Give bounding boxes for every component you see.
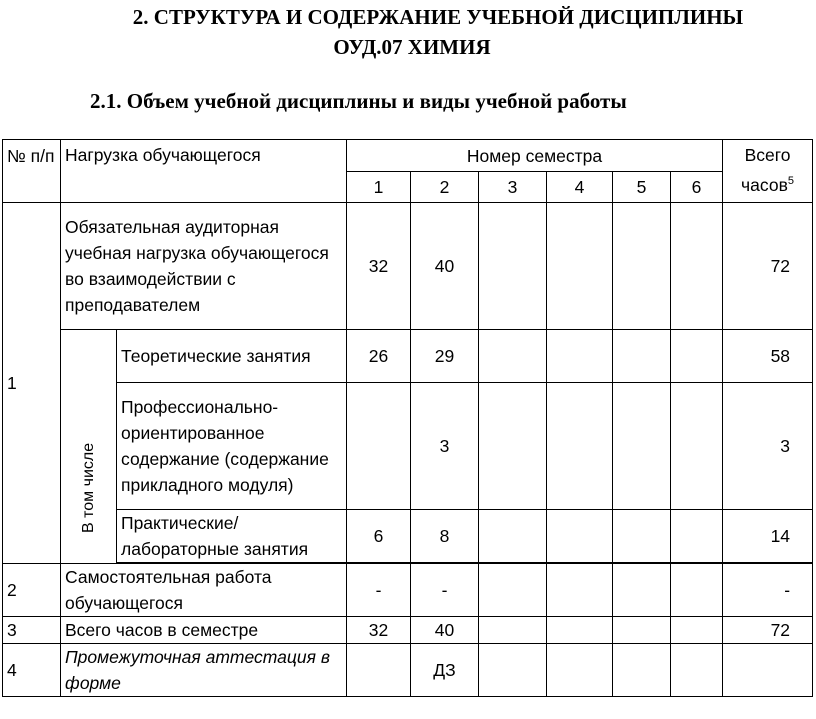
document-heading	[0, 2, 816, 62]
sub3-s3	[479, 510, 547, 563]
sub2-s1	[347, 383, 411, 510]
row1-total: 72	[723, 203, 813, 330]
semester-2: 2	[411, 172, 479, 203]
row3-s1: 32	[347, 617, 411, 644]
header-semester-group: Номер семестра	[347, 140, 723, 172]
semester-3: 3	[479, 172, 547, 203]
row4-total	[723, 644, 813, 697]
including-label: В том числе	[79, 442, 97, 533]
sub2-s6	[671, 383, 723, 510]
row3-s2: 40	[411, 617, 479, 644]
row2-s5	[613, 564, 671, 617]
row2-label: Самостоятельная работа обучающегося	[61, 564, 347, 617]
row4-num: 4	[3, 644, 61, 697]
heading-line-2: ОУД.07 ХИМИЯ	[333, 35, 491, 59]
row4-s3	[479, 644, 547, 697]
sub2-s3	[479, 383, 547, 510]
row1-s6	[671, 203, 723, 330]
workload-table	[2, 139, 813, 697]
row2-s2: -	[411, 564, 479, 617]
row1-s4	[547, 203, 613, 330]
row1-s3	[479, 203, 547, 330]
sub3-s5	[613, 510, 671, 563]
row4-s4	[547, 644, 613, 697]
row2-total: -	[723, 564, 813, 617]
row1-label: Обязательная аудиторная учебная нагрузка обучающегося во взаимодействии с преподавателем	[61, 203, 347, 330]
row2-num: 2	[3, 564, 61, 617]
sub3-s1: 6	[347, 510, 411, 563]
sub2-total: 3	[723, 383, 813, 510]
sub3-s2: 8	[411, 510, 479, 563]
semester-6: 6	[671, 172, 723, 203]
row3-s4	[547, 617, 613, 644]
row4-s5	[613, 644, 671, 697]
sub1-label: Теоретические занятия	[117, 330, 347, 383]
sub1-s1: 26	[347, 330, 411, 383]
header-total-footnote: 5	[787, 175, 794, 187]
row4-label: Промежуточная аттестация в форме	[61, 644, 347, 697]
section-subheading: 2.1. Объем учебной дисциплины и виды учебной работы	[90, 89, 627, 113]
sub2-s5	[613, 383, 671, 510]
row2-s1: -	[347, 564, 411, 617]
sub3-total: 14	[723, 510, 813, 563]
semester-1: 1	[347, 172, 411, 203]
header-num: № п/п	[3, 140, 61, 203]
sub1-s2: 29	[411, 330, 479, 383]
row4-s2: ДЗ	[411, 644, 479, 697]
sub2-s2: 3	[411, 383, 479, 510]
semester-4: 4	[547, 172, 613, 203]
sub3-label: Практические/ лабораторные занятия	[117, 510, 347, 563]
sub1-s5	[613, 330, 671, 383]
heading-line-1: 2. СТРУКТУРА И СОДЕРЖАНИЕ УЧЕБНОЙ ДИСЦИПЛИНЫ	[132, 5, 744, 29]
header-total	[723, 140, 813, 203]
row3-num: 3	[3, 617, 61, 644]
row2-s4	[547, 564, 613, 617]
row4-s6	[671, 644, 723, 697]
header-total-text: Всего часов	[741, 145, 791, 195]
sub1-s3	[479, 330, 547, 383]
header-load: Нагрузка обучающегося	[61, 140, 347, 203]
row3-s6	[671, 617, 723, 644]
row3-s5	[613, 617, 671, 644]
sub3-s6	[671, 510, 723, 563]
row1-s5	[613, 203, 671, 330]
row3-label: Всего часов в семестре	[61, 617, 347, 644]
row1-s2: 40	[411, 203, 479, 330]
row4-s1	[347, 644, 411, 697]
row2-s3	[479, 564, 547, 617]
sub3-s4	[547, 510, 613, 563]
sub1-total: 58	[723, 330, 813, 383]
sub2-label: Профессионально-ориентированное содержание (содержание прикладного модуля)	[117, 383, 347, 510]
sub1-s6	[671, 330, 723, 383]
row1-num: 1	[3, 203, 61, 564]
sub1-s4	[547, 330, 613, 383]
semester-5: 5	[613, 172, 671, 203]
sub2-s4	[547, 383, 613, 510]
row3-s3	[479, 617, 547, 644]
including-cell	[61, 330, 117, 564]
row3-total: 72	[723, 617, 813, 644]
row2-s6	[671, 564, 723, 617]
row1-s1: 32	[347, 203, 411, 330]
